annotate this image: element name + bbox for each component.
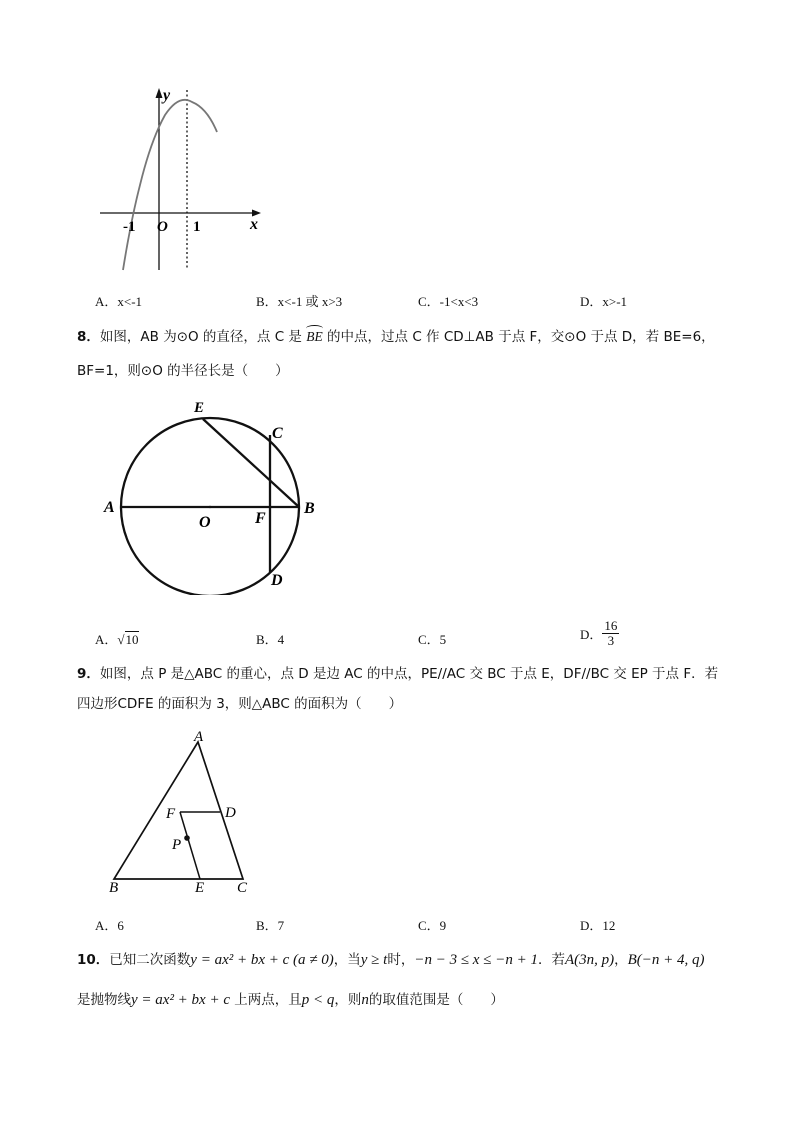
q7-option-b[interactable]: B．x<-1 或 x>3 [256,294,343,309]
q7-graph [95,80,270,275]
q9-stem-line2: 四边形CDFE 的面积为 3，则△ABC 的面积为（ ） [77,696,403,712]
arc-be-label: BE [306,327,323,347]
x-axis-label: x [250,216,258,233]
q9-option-c[interactable]: C．9 [418,918,447,933]
point-d-label: D [225,805,236,821]
quadratic-formula: y = ax² + bx + c (a ≠ 0) [190,952,334,968]
point-a: A(3n, p) [564,952,615,968]
point-f-label: F [255,510,266,527]
q7-option-c[interactable]: C．-1<x<3 [418,294,479,309]
x-range: −n − 3 ≤ x ≤ −n + 1 [414,952,538,968]
point-e-label: E [194,400,205,416]
fraction: $\frac{16}{3}$ [604,618,618,648]
point-b: B(−n + 4, q) [627,952,705,968]
segment-fe [180,812,200,879]
center-dot [209,506,211,508]
parabola-formula: y = ax² + bx + c [131,992,230,1008]
q8-option-b[interactable]: B．4 [256,632,285,647]
point-d-label: D [271,572,283,589]
point-c-label: C [272,425,283,442]
q9-option-d[interactable]: D．12 [580,918,616,933]
q8-circle-figure [95,390,335,595]
q8-option-a[interactable]: A．√10 [95,632,139,647]
point-a-label: A [104,499,115,516]
point-b-label: B [109,880,119,896]
q8-number: 8． [77,329,100,345]
q9-number: 9． [77,666,100,682]
q10-number: 10． [77,952,110,968]
q7-option-a[interactable]: A．x<-1 [95,294,143,309]
point-a-label: A [194,729,204,745]
point-p-dot [184,835,190,841]
point-o-label: O [199,514,211,531]
q7-option-d[interactable]: D．x>-1 [580,294,628,309]
q10-stem-line2: 是抛物线y = ax² + bx + c 上两点，且p < q，则n的取值范围是（ ） [77,992,504,1008]
condition-y-ge-t: y ≥ t [360,952,388,968]
q8-stem-line2: BF=1，则⊙O 的半径长是（ ） [77,363,289,379]
q8-option-c[interactable]: C．5 [418,632,447,647]
q9-triangle-figure [100,725,260,900]
inequality-p-lt-q: p < q [301,992,335,1008]
triangle-abc [114,742,243,879]
point-e-label: E [195,880,205,896]
variable-n: n [361,992,369,1008]
point-c-label: C [237,880,248,896]
q8-stem-line1: 8．如图，AB 为⊙O 的直径，点 C 是 BE 的中点，过点 C 作 CD⊥AB 于点 F，交⊙O 于点 D，若 BE=6， [77,329,715,345]
point-b-label: B [304,500,315,517]
tick-1-label: 1 [193,219,201,235]
q8-option-d[interactable]: D． $\frac{16}{3}$ [580,618,618,648]
point-p-label: P [172,837,182,853]
sqrt-symbol: √10 [117,632,139,647]
point-f-label: F [166,806,176,822]
y-axis-arrow [156,88,163,98]
y-axis-label: y [163,87,171,104]
chord-eb [203,419,299,507]
tick-neg1-label: -1 [123,219,136,235]
q9-option-b[interactable]: B．7 [256,918,285,933]
q9-option-a[interactable]: A．6 [95,918,124,933]
parabola-curve [123,100,217,270]
origin-label: O [157,219,168,235]
q9-stem-line1: 9．如图，点 P 是△ABC 的重心，点 D 是边 AC 的中点，PE//AC 交 BC 于点 E，DF//BC 交 EP 于点 F．若 [77,666,719,682]
q10-stem-line1: 10．已知二次函数y = ax² + bx + c (a ≠ 0)，当y ≥ t时，−n − 3 ≤ x ≤ −n + 1．若A(3n, p)，B(−n + 4, q) [77,952,705,968]
